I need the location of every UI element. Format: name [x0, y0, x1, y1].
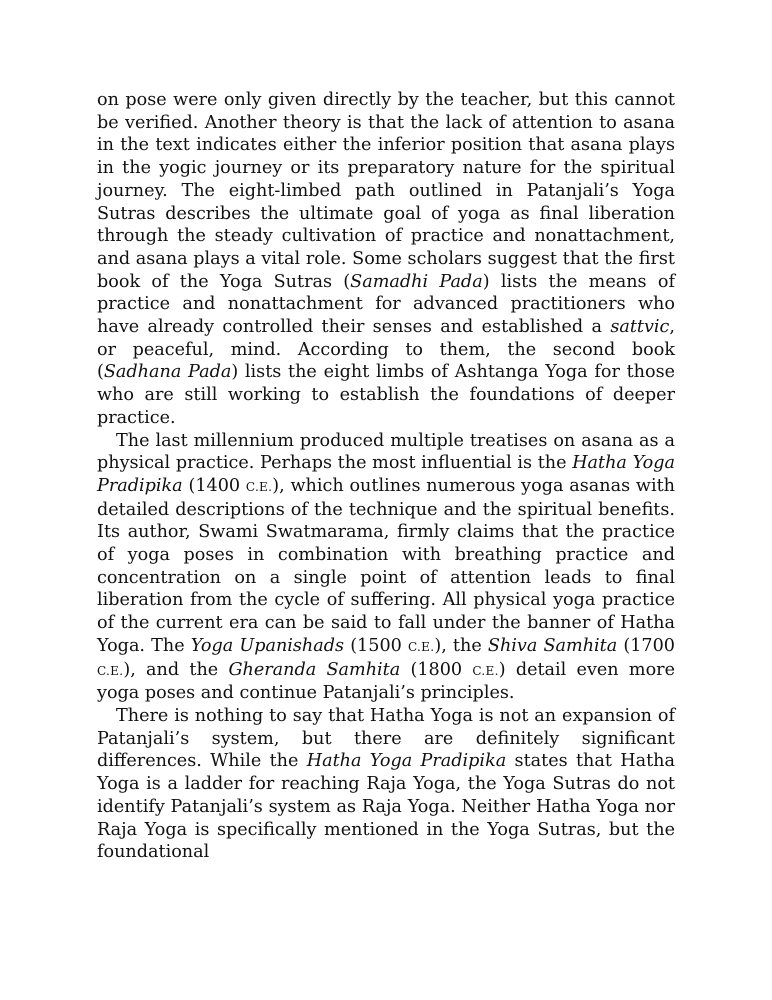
italic-text: Hatha Yoga Pradipika — [97, 453, 675, 496]
italic-text: Sadhana Pada — [103, 362, 232, 383]
text-run: ), and the — [123, 659, 229, 680]
text-run: There is nothing to say that Hatha Yoga is not an expansion of Patanjali’s system, but there are definitely significant differences. While the — [97, 705, 675, 772]
paragraph-3 — [97, 705, 675, 864]
text-run: ), which outlines numerous yoga asanas with detailed descriptions of the technique and the spiritual benefits. Its author, Swami Swatmarama, firmly claims that the practice of yoga poses in combination with breathing practice and concentration on a single point of attention leads to final liberation from the cycle of suffering. All physical yoga practice of the current era can be said to fall under the banner of Hatha Yoga. The — [97, 475, 675, 656]
text-run: (1500 — [344, 635, 408, 656]
italic-text: Gheranda Samhita — [228, 659, 401, 680]
era-abbreviation: C.E. — [97, 663, 124, 678]
paragraph-1 — [97, 89, 675, 430]
italic-text: Shiva Samhita — [487, 635, 618, 656]
text-run: ) lists the eight limbs of Ashtanga Yoga for those who are still working to establish the foundations of deeper practice. — [97, 362, 676, 428]
italic-text: Samadhi Pada — [350, 271, 483, 292]
book-page-body — [97, 89, 675, 864]
italic-text: sattvic — [610, 317, 670, 338]
text-run: on pose were only given directly by the teacher, but this cannot be verified. Another theory is that the lack of attention to asana in the text indicates either the inferior position that asana plays in the yogic journey or its preparatory nature for the spiritual journey. The eight-limbed path outlined in Patanjali’s Yoga Sutras describes the ultimate goal of yoga as final liberation through the steady cultivation of practice and nonattachment, and asana plays a vital role. Some scholars suggest that the first book of the Yoga Sutras ( — [97, 90, 675, 292]
text-run: (1400 — [182, 475, 246, 496]
italic-text: Hatha Yoga Pradipika — [306, 751, 507, 772]
text-run: ) detail even more yoga poses and continue Patanjali’s principles. — [97, 659, 675, 704]
text-run: The last millennium produced multiple treatises on asana as a physical practice. Perhaps the most influential is the — [97, 430, 675, 474]
text-run: (1800 — [400, 659, 473, 680]
era-abbreviation: C.E. — [407, 639, 435, 654]
text-run: (1700 — [617, 635, 676, 656]
text-run: states that Hatha Yoga is a ladder for reaching Raja Yoga, the Yoga Sutras do not identify Patanjali’s system as Raja Yoga. Neither Hatha Yoga nor Raja Yoga is specifically mentioned in the Yoga Sutras, but the foundational — [97, 751, 675, 863]
italic-text: Yoga Upanishads — [190, 635, 345, 656]
text-run: , or peaceful, mind. According to them, the second book ( — [97, 317, 675, 383]
era-abbreviation: C.E. — [472, 663, 499, 678]
text-run: ), the — [434, 635, 488, 656]
text-run: ) lists the means of practice and nonattachment for advanced practitioners who have already controlled their senses and established a — [97, 271, 675, 338]
era-abbreviation: C.E. — [245, 479, 273, 494]
paragraph-2 — [97, 430, 675, 705]
